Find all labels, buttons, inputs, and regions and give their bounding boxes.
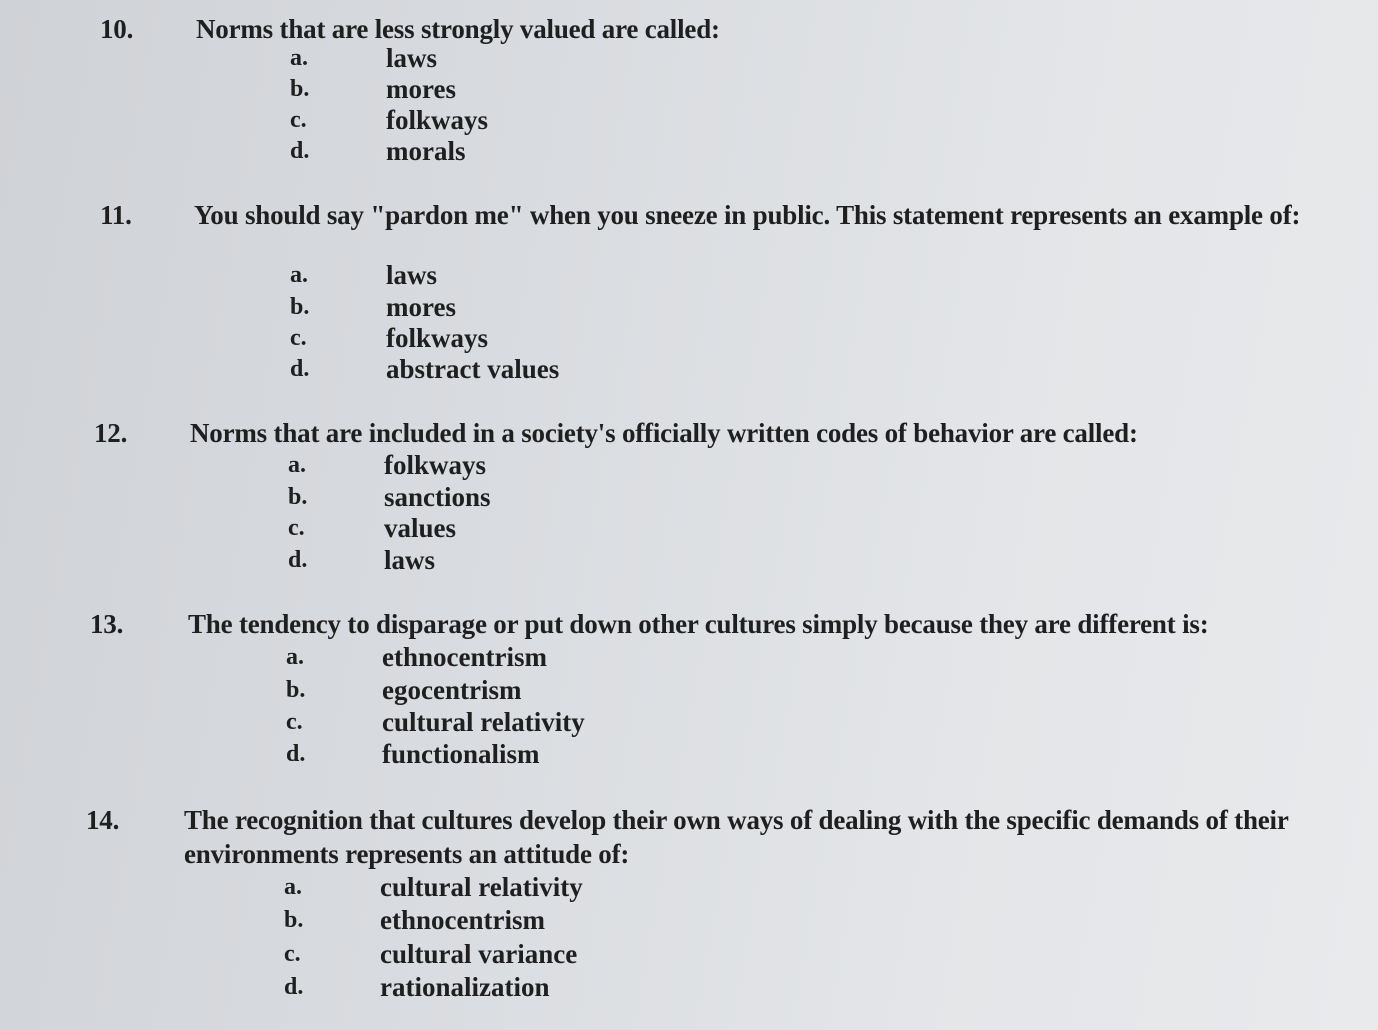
option-letter: b. [288, 484, 308, 510]
question-text: Norms that are included in a society's officially written codes of behavior are called: [190, 418, 1138, 448]
option-letter: d. [290, 356, 310, 382]
option-letter: a. [288, 452, 306, 478]
option-text: mores [386, 292, 456, 322]
option-letter: d. [284, 974, 304, 1000]
option-letter: c. [284, 941, 301, 967]
option-text: laws [386, 43, 438, 73]
option-text: values [384, 513, 457, 543]
option-letter: a. [286, 644, 304, 670]
option-letter: d. [290, 138, 310, 164]
option-text: ethnocentrism [380, 905, 545, 935]
option-letter: c. [288, 515, 305, 541]
option-letter: d. [286, 741, 306, 767]
question-number: 12. [94, 418, 128, 448]
question-number: 11. [100, 200, 132, 230]
option-text: rationalization [380, 972, 550, 1002]
option-text: folkways [384, 450, 487, 480]
option-letter: c. [286, 709, 303, 735]
option-text: mores [386, 74, 456, 104]
option-text: egocentrism [382, 675, 522, 705]
question-text: You should say "pardon me" when you sneeze in public. This statement represents an example of: [194, 200, 1301, 230]
option-text: morals [386, 136, 466, 166]
option-letter: b. [290, 76, 310, 102]
question-number: 14. [86, 805, 120, 835]
option-text: folkways [386, 323, 489, 353]
option-text: cultural relativity [380, 872, 583, 902]
option-letter: c. [290, 107, 307, 133]
option-letter: d. [288, 547, 308, 573]
option-letter: a. [284, 874, 302, 900]
option-letter: b. [290, 294, 310, 320]
question-text: The recognition that cultures develop their own ways of dealing with the specific demands of their environments represents an attitude of: [184, 805, 1289, 869]
option-letter: b. [286, 677, 306, 703]
option-text: ethnocentrism [382, 642, 547, 672]
question-number: 13. [90, 609, 124, 639]
option-text: folkways [386, 105, 489, 135]
option-text: cultural variance [380, 939, 578, 969]
option-letter: a. [290, 262, 308, 288]
option-text: sanctions [384, 482, 491, 512]
question-text: Norms that are less strongly valued are called: [196, 14, 720, 44]
question-number: 10. [100, 14, 134, 44]
option-text: cultural relativity [382, 707, 585, 737]
option-text: laws [384, 545, 436, 575]
option-text: functionalism [382, 739, 540, 769]
option-text: laws [386, 260, 438, 290]
option-letter: c. [290, 325, 307, 351]
option-text: abstract values [386, 354, 560, 384]
option-letter: a. [290, 45, 308, 71]
question-text: The tendency to disparage or put down other cultures simply because they are different is: [188, 609, 1209, 639]
option-letter: b. [284, 907, 304, 933]
